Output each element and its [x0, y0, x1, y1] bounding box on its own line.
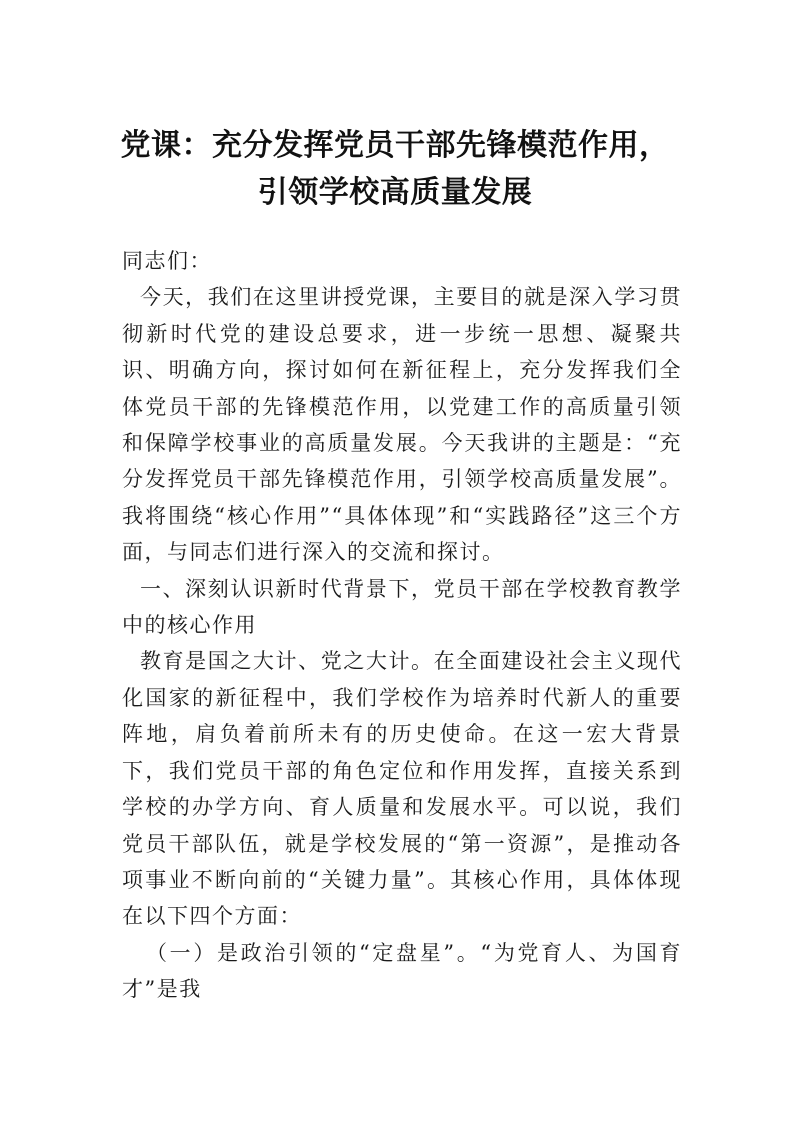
subsection-heading-1: （一）是政治引领的“定盘星”。“为党育人、为国育才”是我 [122, 940, 682, 1002]
section-heading-1: 一、深刻认识新时代背景下，党员干部在学校教育教学中的核心作用 [122, 576, 682, 638]
salutation: 同志们： [122, 249, 212, 273]
paragraph-core-role: 教育是国之大计、党之大计。在全面建设社会主义现代化国家的新征程中，我们学校作为培养时代新人的重要阵地，肩负着前所未有的历史使命。在这一宏大背景下，我们党员干部的角色定位和作用发挥，直接关系到学校的办学方向、育人质量和发展水平。可以说，我们党员干部队伍，就是学校发展的“第一资源”，是推动各项事业不断向前的“关键力量”。其核心作用，具体体现在以下四个方面： [122, 649, 682, 929]
document-body [122, 243, 682, 1008]
paragraph-intro: 今天，我们在这里讲授党课，主要目的就是深入学习贯彻新时代党的建设总要求，进一步统一思想、凝聚共识、明确方向，探讨如何在新征程上，充分发挥我们全体党员干部的先锋模范作用，以党建工作的高质量引领和保障学校事业的高质量发展。今天我讲的主题是：“充分发挥党员干部先锋模范作用，引领学校高质量发展”。我将围绕“核心作用”“具体体现”和“实践路径”这三个方面，与同志们进行深入的交流和探讨。 [122, 285, 682, 565]
document-title: 党课：充分发挥党员干部先锋模范作用，引领学校高质量发展 [120, 128, 670, 210]
